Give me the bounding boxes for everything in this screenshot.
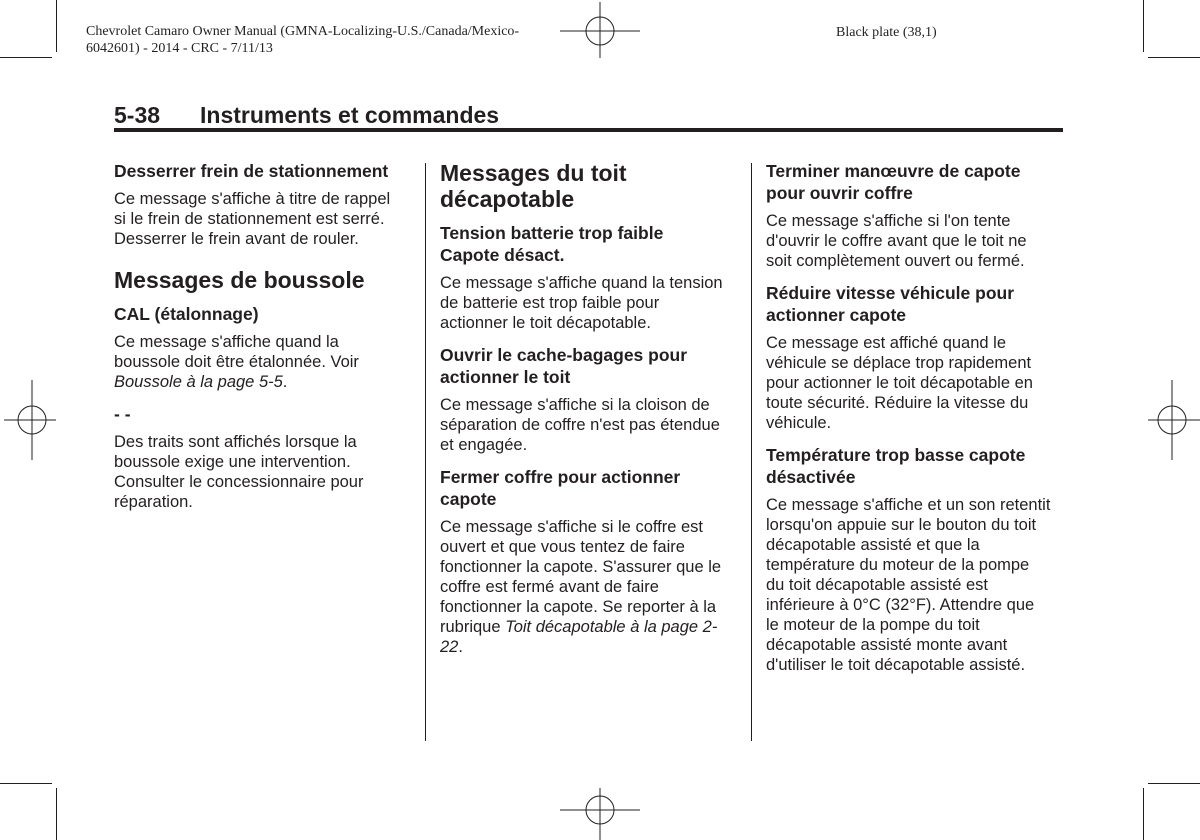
crop-mark-top-left-h — [0, 57, 52, 58]
print-header-line2: 6042601) - 2014 - CRC - 7/11/13 — [86, 41, 273, 56]
subheading-close-trunk: Fermer coffre pour actionner capote — [440, 467, 681, 509]
crop-mark-bottom-right-v — [1143, 788, 1144, 840]
crop-mark-top-right-v — [1143, 0, 1144, 52]
paragraph-cargo-cover: Ce message s'affiche si la cloison de séparation de coffre n'est pas étendue et engagée. — [440, 396, 720, 454]
crop-mark-bottom-right-h — [1148, 783, 1200, 784]
column-divider-1 — [425, 163, 426, 741]
trunk-cross-reference-link[interactable]: Toit décapotable à la page 2-22 — [440, 618, 718, 656]
page-number: 5-38 — [114, 102, 161, 128]
paragraph-low-temperature: Ce message s'affiche et un son retentit lorsqu'on appuie sur le bouton du toit décapotable assisté et que la température du moteur de la pompe du toit décapotable assisté est inférieure à 0°C (32°F). Attendre que le moteur de la pompe du toit décapotable assisté monte avant d'utiliser le toit décapotable assisté. — [766, 496, 1051, 674]
subheading-parking-brake: Desserrer frein de stationnement — [114, 161, 389, 181]
registration-mark-bottom-icon — [560, 788, 640, 840]
subheading-cal: CAL (étalonnage) — [114, 304, 259, 324]
chapter-title: Instruments et commandes — [200, 102, 500, 128]
cal-text: Ce message s'affiche quand la boussole doit être étalonnée. Voir — [114, 333, 359, 371]
paragraph-dashes: Des traits sont affichés lorsque la boussole exige une intervention. Consulter le concessionnaire pour réparation. — [114, 433, 364, 511]
subheading-finish-top: Terminer manœuvre de capote pour ouvrir coffre — [766, 161, 1021, 203]
subheading-reduce-speed: Réduire vitesse véhicule pour actionner capote — [766, 283, 1015, 325]
registration-mark-left-icon — [4, 380, 56, 460]
registration-mark-right-icon — [1148, 380, 1200, 460]
paragraph-reduce-speed: Ce message est affiché quand le véhicule se déplace trop rapidement pour actionner le toit décapotable en toute sécurité. Réduire la vitesse du véhicule. — [766, 334, 1033, 432]
paragraph-finish-top: Ce message s'affiche si l'on tente d'ouvrir le coffre avant que le toit ne soit complètement ouvert ou fermé. — [766, 212, 1027, 270]
paragraph-cal — [114, 332, 399, 392]
crop-mark-bottom-left-h — [0, 783, 52, 784]
column-2 — [440, 160, 725, 668]
subheading-battery: Tension batterie trop faible Capote désact. — [440, 223, 664, 265]
crop-mark-top-left-v — [56, 0, 57, 52]
print-header — [86, 23, 519, 57]
subheading-cargo-cover: Ouvrir le cache-bagages pour actionner le toit — [440, 345, 688, 387]
heading-rule — [114, 128, 1063, 132]
cal-text-end: . — [282, 373, 288, 391]
page-heading — [114, 102, 499, 129]
print-header-line1: Chevrolet Camaro Owner Manual (GMNA-Localizing-U.S./Canada/Mexico- — [86, 24, 520, 39]
paragraph-close-trunk — [440, 517, 725, 657]
registration-mark-top-icon — [560, 2, 640, 58]
subheading-low-temperature: Température trop basse capote désactivée — [766, 445, 1026, 487]
crop-mark-bottom-left-v — [56, 788, 57, 840]
column-divider-2 — [751, 163, 752, 741]
crop-mark-top-right-h — [1148, 57, 1200, 58]
subheading-dashes: - - — [114, 404, 131, 424]
paragraph-battery: Ce message s'affiche quand la tension de batterie est trop faible pour actionner le toit décapotable. — [440, 274, 723, 332]
plate-label: Black plate (38,1) — [836, 25, 937, 40]
section-title-compass: Messages de boussole — [114, 267, 365, 293]
paragraph-parking-brake: Ce message s'affiche à titre de rappel si le frein de stationnement est serré. Desserrer le frein avant de rouler. — [114, 190, 391, 248]
section-title-convertible: Messages du toit décapotable — [440, 160, 627, 212]
trunk-text-end: . — [458, 638, 463, 656]
cal-cross-reference-link[interactable]: Boussole à la page 5-5 — [114, 373, 283, 391]
column-1 — [114, 160, 399, 523]
column-3 — [766, 160, 1051, 686]
trunk-text: Ce message s'affiche si le coffre est ouvert et que vous tentez de faire fonctionner la capote. S'assurer que le coffre est fermé avant de faire fonctionner la capote. Se reporter à la rubrique — [440, 518, 722, 636]
